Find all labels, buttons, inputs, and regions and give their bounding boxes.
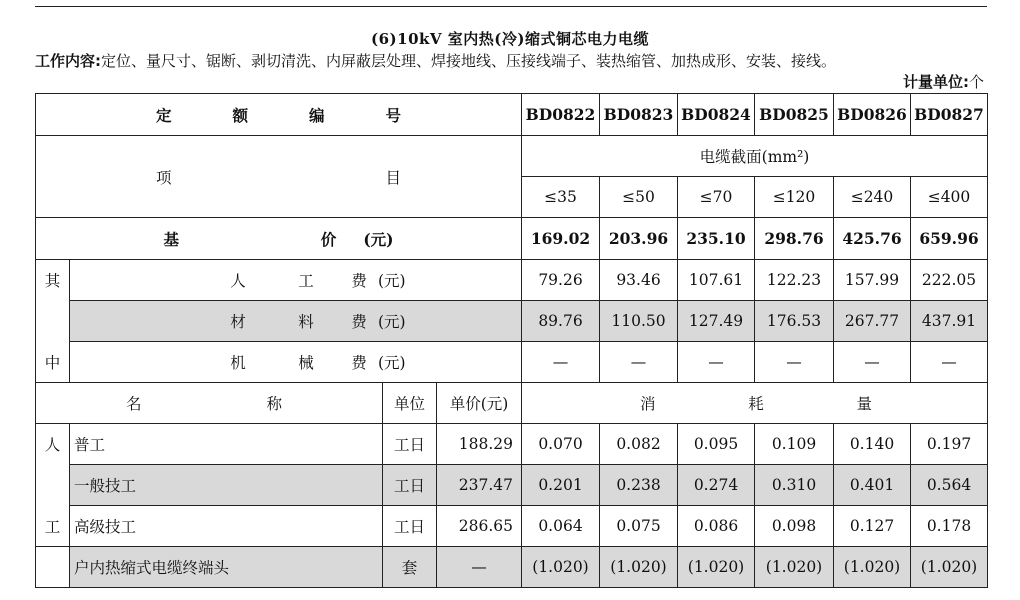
consume-cell: (1.020) <box>522 547 600 588</box>
consume-cell: 0.238 <box>600 465 678 506</box>
consume-cell: 0.197 <box>911 424 988 465</box>
consumption-header: 消 耗 量 <box>522 383 988 424</box>
table-row <box>36 424 988 465</box>
page-title: (6)10kV 室内热(冷)缩式铜芯电力电缆 <box>371 30 649 48</box>
item-price: — <box>437 547 522 588</box>
code-cell: BD0822 <box>522 94 600 136</box>
consume-cell: 0.064 <box>522 506 600 547</box>
material-group-label <box>36 547 70 588</box>
code-cell: BD0823 <box>600 94 678 136</box>
consume-cell: 0.401 <box>834 465 911 506</box>
consume-cell: 0.095 <box>678 424 755 465</box>
fee-cell: — <box>522 342 600 383</box>
section-header-row <box>36 136 988 177</box>
fee-cell: 122.23 <box>755 260 834 301</box>
code-cell: BD0825 <box>755 94 834 136</box>
base-price-cell: 203.96 <box>600 218 678 260</box>
work-content-label: 工作内容: <box>35 52 101 70</box>
machine-fee-row <box>36 342 988 383</box>
item-unit: 套 <box>383 547 437 588</box>
consume-cell: 0.098 <box>755 506 834 547</box>
base-price-label: 基 价 (元) <box>36 218 522 260</box>
item-unit: 工日 <box>383 424 437 465</box>
item-name: 一般技工 <box>70 465 383 506</box>
consume-cell: 0.178 <box>911 506 988 547</box>
consume-cell: 0.274 <box>678 465 755 506</box>
fee-cell: — <box>678 342 755 383</box>
consume-cell: (1.020) <box>755 547 834 588</box>
fee-cell: — <box>911 342 988 383</box>
work-content-text: 定位、量尺寸、锯断、剥切清洗、内屏蔽层处理、焊接地线、压接线端子、装热缩管、加热成形、安装、接线。 <box>101 52 837 70</box>
item-name: 普工 <box>70 424 383 465</box>
consume-cell: 0.564 <box>911 465 988 506</box>
measure-unit-value: 个 <box>968 73 984 91</box>
fee-label: 机 械 费 (元) <box>70 342 522 383</box>
work-content <box>35 50 995 71</box>
fee-cell: 110.50 <box>600 301 678 342</box>
labor-group-label: 人 工 <box>36 424 70 547</box>
base-price-cell: 659.96 <box>911 218 988 260</box>
top-rule <box>35 6 987 7</box>
quota-code-label: 定 额 编 号 <box>36 94 522 136</box>
unit-header: 单位 <box>383 383 437 424</box>
section-cell: ≤240 <box>834 177 911 218</box>
code-cell: BD0827 <box>911 94 988 136</box>
code-cell: BD0824 <box>678 94 755 136</box>
fee-cell: 222.05 <box>911 260 988 301</box>
consume-cell: 0.310 <box>755 465 834 506</box>
item-label: 项 目 <box>36 136 522 218</box>
base-price-cell: 235.10 <box>678 218 755 260</box>
quota-code-row <box>36 94 988 136</box>
name-header: 名 称 <box>36 383 383 424</box>
consume-cell: (1.020) <box>678 547 755 588</box>
fee-cell: 127.49 <box>678 301 755 342</box>
item-price: 286.65 <box>437 506 522 547</box>
fee-label: 人 工 费 (元) <box>70 260 522 301</box>
item-unit: 工日 <box>383 506 437 547</box>
item-name: 高级技工 <box>70 506 383 547</box>
consume-cell: 0.075 <box>600 506 678 547</box>
consume-cell: (1.020) <box>600 547 678 588</box>
consume-cell: 0.070 <box>522 424 600 465</box>
item-price: 237.47 <box>437 465 522 506</box>
fee-cell: 176.53 <box>755 301 834 342</box>
base-price-cell: 298.76 <box>755 218 834 260</box>
labor-fee-row <box>36 260 988 301</box>
section-label: 电缆截面(mm²) <box>522 136 988 177</box>
item-name: 户内热缩式电缆终端头 <box>70 547 383 588</box>
base-price-cell: 425.76 <box>834 218 911 260</box>
fee-cell: 89.76 <box>522 301 600 342</box>
fee-cell: 93.46 <box>600 260 678 301</box>
material-fee-row <box>36 301 988 342</box>
base-price-cell: 169.02 <box>522 218 600 260</box>
fee-cell: 79.26 <box>522 260 600 301</box>
section-cell: ≤35 <box>522 177 600 218</box>
fee-cell: — <box>755 342 834 383</box>
table-row <box>36 465 988 506</box>
measure-unit <box>903 71 984 92</box>
section-cell: ≤70 <box>678 177 755 218</box>
table-row <box>36 506 988 547</box>
price-header: 单价(元) <box>437 383 522 424</box>
table-row <box>36 547 988 588</box>
item-price: 188.29 <box>437 424 522 465</box>
consumption-header-row <box>36 383 988 424</box>
among-label: 其 中 <box>36 260 70 383</box>
fee-cell: — <box>600 342 678 383</box>
consume-cell: 0.082 <box>600 424 678 465</box>
consume-cell: 0.127 <box>834 506 911 547</box>
consume-cell: 0.109 <box>755 424 834 465</box>
quota-table <box>35 93 988 588</box>
fee-cell: 437.91 <box>911 301 988 342</box>
section-cell: ≤400 <box>911 177 988 218</box>
measure-unit-label: 计量单位: <box>902 73 969 91</box>
section-cell: ≤120 <box>755 177 834 218</box>
fee-cell: 267.77 <box>834 301 911 342</box>
consume-cell: 0.086 <box>678 506 755 547</box>
fee-label: 材 料 费 (元) <box>70 301 522 342</box>
code-cell: BD0826 <box>834 94 911 136</box>
item-unit: 工日 <box>383 465 437 506</box>
consume-cell: (1.020) <box>911 547 988 588</box>
consume-cell: 0.140 <box>834 424 911 465</box>
base-price-row <box>36 218 988 260</box>
consume-cell: 0.201 <box>522 465 600 506</box>
fee-cell: 157.99 <box>834 260 911 301</box>
fee-cell: 107.61 <box>678 260 755 301</box>
fee-cell: — <box>834 342 911 383</box>
section-cell: ≤50 <box>600 177 678 218</box>
consume-cell: (1.020) <box>834 547 911 588</box>
